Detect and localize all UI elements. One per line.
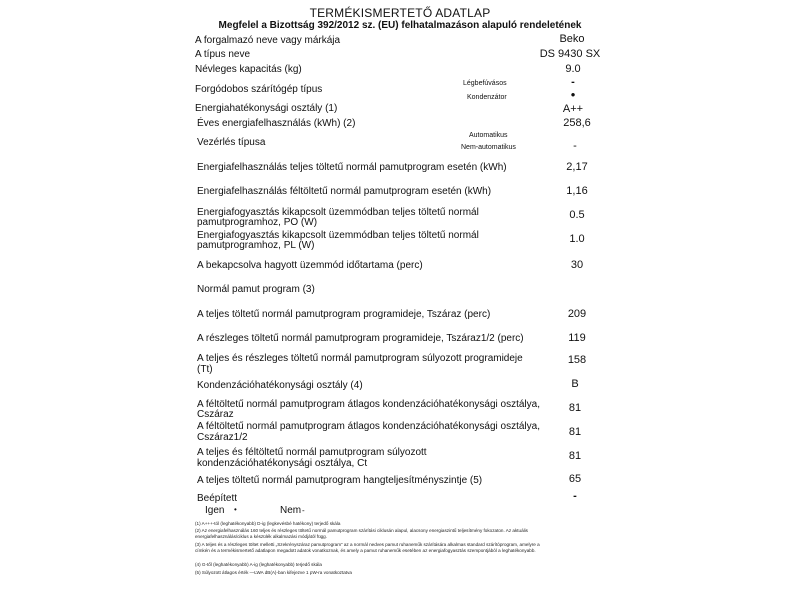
air-vented-label: Légbefúvásos xyxy=(463,80,507,87)
built-in-yes-label: Igen xyxy=(205,505,225,516)
weighted-time-label-line1: A teljes és részleges töltetű normál pamutprogram súlyozott programideje xyxy=(197,353,523,364)
capacity-label: Névleges kapacitás (kg) xyxy=(195,64,302,75)
dryer-type-label: Forgódobos szárítógép típus xyxy=(195,84,323,95)
brand-value: Beko xyxy=(559,33,585,45)
partial-program-time-value: 119 xyxy=(568,332,586,344)
full-load-energy-label: Energiafelhasználás teljes töltetű normál pamutprogram esetén (kWh) xyxy=(197,162,507,173)
full-program-time-label: A teljes töltetű normál pamutprogram programideje, Tszáraz (perc) xyxy=(197,309,491,320)
capacity-value: 9.0 xyxy=(565,63,581,75)
footnote-3: (3) A teljes és a részleges töltet melletti „Szekrényszáraz pamutprogram” az a normál nedves pamut ruhaneműk szárítására alkalmas standard szárítóprogram, amelyre a címkén és a termékismertető adatlapon megadott adatok vonatkoznak, és amely a pamut ruhaneműk esetében az energiafogyasztás szempontjából a leghatékonyabb. xyxy=(195,542,540,553)
built-in-no-label: Nem xyxy=(280,505,302,516)
weighted-time-label-line2: (Tt) xyxy=(197,364,213,375)
non-automatic-label: Nem-automatikus xyxy=(461,144,516,151)
control-value: - xyxy=(573,140,577,152)
off-mode-value: 0.5 xyxy=(569,209,585,221)
footnote-4: (4) G-től (leghatékonyabb) A-ig (leghatékonyabb) terjedő skála xyxy=(195,562,322,567)
footnote-5: (5) Súlyozott átlagos érték —LWA dB(A)-ban kifejezve 1 pW-ra vonatkoztatva xyxy=(195,570,352,575)
annual-energy-label: Éves energiafelhasználás (kWh) (2) xyxy=(197,118,356,129)
half-load-energy-value: 1,16 xyxy=(566,185,588,197)
weighted-cond-value: 81 xyxy=(568,450,582,462)
built-in-no-mark: - xyxy=(302,506,305,515)
noise-value: 65 xyxy=(568,473,582,485)
condenser-value: • xyxy=(570,87,576,102)
left-on-label-line2: pamutprogramhoz, PL (W) xyxy=(197,240,315,251)
built-in-yes-mark: • xyxy=(234,505,237,514)
automatic-label: Automatikus xyxy=(469,132,508,139)
air-vented-value: - xyxy=(571,76,575,88)
partial-program-time-label: A részleges töltetű normál pamutprogram programideje, Tszáraz1/2 (perc) xyxy=(197,333,524,344)
full-program-time-value: 209 xyxy=(567,308,587,320)
footnote-1: (1) A+++-tól (leghatékonyabb) D-ig (legkevésbé hatékony) terjedő skála xyxy=(195,521,341,526)
control-type-label: Vezérlés típusa xyxy=(197,137,266,148)
off-mode-label-line2: pamutprogramhoz, PO (W) xyxy=(197,217,318,228)
left-on-duration-value: 30 xyxy=(570,259,584,271)
half-cond-label-line1: A féltöltetű normál pamutprogram átlagos kondenzációhatékonysági osztálya, xyxy=(197,421,540,432)
full-load-energy-value: 2,17 xyxy=(566,161,588,173)
condensation-class-label: Kondenzációhatékonysági osztály (4) xyxy=(197,380,363,391)
noise-label: A teljes töltetű normál pamutprogram hangteljesítményszintje (5) xyxy=(197,475,483,486)
condenser-label: Kondenzátor xyxy=(467,94,507,101)
model-value: DS 9430 SX xyxy=(539,48,601,60)
brand-label: A forgalmazó neve vagy márkája xyxy=(195,35,341,46)
off-mode-label-line1: Energiafogyasztás kikapcsolt üzemmódban teljes töltetű normál xyxy=(197,207,479,218)
left-on-label-line1: Energiafogyasztás kikapcsolt üzemmódban teljes töltetű normál xyxy=(197,230,479,241)
left-on-duration-label: A bekapcsolva hagyott üzemmód időtartama (perc) xyxy=(197,260,423,271)
standard-program-label: Normál pamut program (3) xyxy=(197,284,315,295)
full-cond-label-line1: A féltöltetű normál pamutprogram átlagos kondenzációhatékonysági osztálya, xyxy=(197,399,540,410)
half-cond-value: 81 xyxy=(568,426,582,438)
page-title: TERMÉKISMERTETŐ ADATLAP xyxy=(309,6,491,20)
model-label: A típus neve xyxy=(195,49,251,60)
page-subtitle: Megfelel a Bizottság 392/2012 sz. (EU) felhatalmazáson alapuló rendeletének xyxy=(218,20,582,31)
built-in-label: Beépített xyxy=(197,493,238,504)
condensation-class-value: B xyxy=(571,378,579,390)
footnote-2: (2) Az energiafelhasználás 160 teljes és részleges töltetű normál pamutprogram szárítási ciklusán alapul, alacsony energiaszintű teljesítmény fokozaton. Az aktuális energiafelhasználás/ciklus a készülék alkalmazási módjától függ. xyxy=(195,528,528,539)
annual-energy-value: 258,6 xyxy=(563,117,591,129)
weighted-cond-label-line2: kondenzációhatékonysági osztálya, Ct xyxy=(197,458,368,469)
half-cond-label-line2: Cszáraz1/2 xyxy=(197,432,248,443)
left-on-value: 1.0 xyxy=(569,233,585,245)
full-cond-label-line2: Cszáraz xyxy=(197,409,234,420)
weighted-cond-label-line1: A teljes és féltöltetű normál pamutprogram súlyozott xyxy=(197,447,427,458)
built-in-value: - xyxy=(573,490,577,502)
weighted-time-value: 158 xyxy=(567,354,587,366)
half-load-energy-label: Energiafelhasználás féltöltetű normál pamutprogram esetén (kWh) xyxy=(197,186,492,197)
energy-class-label: Energiahatékonysági osztály (1) xyxy=(195,103,338,114)
full-cond-value: 81 xyxy=(568,402,582,414)
energy-class-value: A++ xyxy=(562,103,584,115)
